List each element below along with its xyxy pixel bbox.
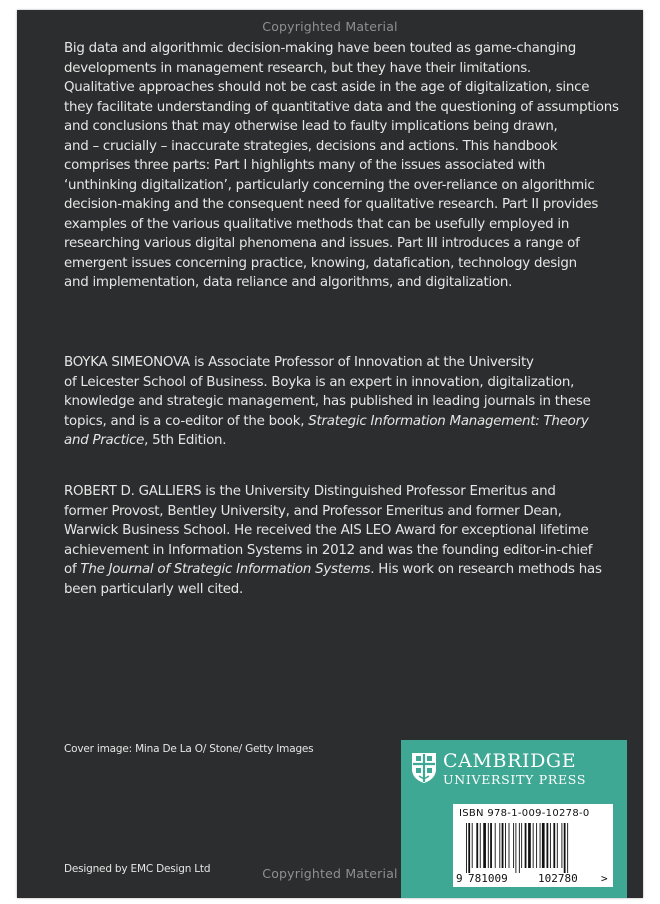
barcode-bar [480,823,481,868]
blurb-line: Qualitative approaches should not be cast aside in the age of digitalization, since [64,80,590,95]
watermark-bottom: Copyrighted Material [262,866,398,881]
bio-line: BOYKA SIMEONOVA is Associate Professor of Innovation at the University [64,355,534,370]
book-title: and Practice [64,433,145,448]
bio-line: former Provost, Bentley University, and Professor Emeritus and former Dean, [64,503,562,519]
cover-image-credit: Cover image: Mina De La O/ Stone/ Getty Images [64,743,314,755]
barcode-bar [547,823,549,868]
blurb-line: ‘unthinking digitalization’, particularly concerning the over-reliance on algorithmic [64,177,595,193]
blurb-line: Big data and algorithmic decision-making have been touted as game-changing [64,41,577,56]
blurb-line: emergent issues concerning practice, knowing, datafication, technology design [64,255,577,271]
barcode-bar [483,823,486,868]
journal-title: The Journal of Strategic Information Systems [80,562,371,577]
blurb-line: decision-making and the consequent need for qualitative research. Part II provides [64,197,599,212]
bio-text: . His work on research methods has [370,562,602,577]
book-description [64,39,624,293]
designer-credit: Designed by EMC Design Ltd [64,863,211,875]
barcode-bar [561,823,562,868]
bio-text: , 5th Edition. [144,433,227,448]
blurb-line: comprises three parts: Part I highlights many of the issues associated with [64,158,546,173]
isbn-text: ISBN 978-1-009-10278-0 [459,808,590,819]
bio-line: been particularly well cited. [64,581,244,597]
barcode-bar [557,823,558,868]
publisher-name-line1: CAMBRIDGE [443,750,577,772]
barcode-bar [495,823,496,868]
blurb-line: and implementation, data reliance and algorithms, and digitalization. [64,275,513,290]
barcode-lead-digit: 9 [456,872,463,885]
bio-line: of Leicester School of Business. Boyka is an expert in innovation, digitalization, [64,374,575,390]
barcode-bar [505,823,506,868]
blurb-line: developments in management research, but they have their limitations. [64,60,531,76]
barcode-bar [490,823,492,868]
barcode-bar [488,823,489,868]
publisher-name [443,751,586,788]
barcode-bar [533,823,534,868]
barcode-bar [525,823,527,868]
bio-line [64,431,624,451]
blurb-line: examples of the various qualitative methods that can be usefully employed in [64,216,570,232]
barcode-bar [502,823,504,868]
bio-text: topics, and is a co-editor of the book, [64,413,309,429]
barcode-bar [509,823,510,868]
back-cover [17,10,643,898]
barcode-bar [550,823,551,868]
barcode-bar [536,823,537,868]
barcode-bar [542,823,545,868]
barcode-bar [528,823,531,868]
barcode-bar [476,823,478,868]
book-title: Strategic Information Management: Theory [308,413,589,429]
barcode-trail: > [601,872,608,885]
publisher-name-line2: UNIVERSITY PRESS [443,772,587,787]
barcode-group-2: 102780 [538,872,578,885]
barcode-bar [521,823,522,868]
author-bio-galliers [64,482,624,599]
blurb-line: and conclusions that may otherwise lead to faulty implications being drawn, [64,119,558,134]
bio-line: Warwick Business School. He received the AIS LEO Award for exceptional lifetime [64,523,589,538]
bio-text: of [64,562,81,577]
barcode-bar [540,823,541,868]
bio-line [64,412,624,432]
barcode-bar [553,823,555,868]
barcode-bar [472,823,473,868]
bio-line: knowledge and strategic management, has published in leading journals in these [64,394,591,409]
blurb-line: researching various digital phenomena and issues. Part III introduces a range of [64,236,580,251]
watermark-top: Copyrighted Material [262,19,398,34]
blurb-line: and – crucially – inaccurate strategies, decisions and actions. This handbook [64,138,558,154]
barcode-bar [499,823,500,868]
bio-line: ROBERT D. GALLIERS is the University Distinguished Professor Emeritus and [64,484,556,499]
bio-line: achievement in Information Systems in 2012 and was the founding editor-in-chief [64,542,593,558]
barcode-group-1: 781009 [468,872,508,885]
author-bio-simeonova [64,353,624,451]
bio-line [64,560,624,580]
cambridge-crest-icon [411,752,437,784]
barcode-bar [513,823,514,868]
blurb-line: they facilitate understanding of quantitative data and the questioning of assumptions [64,99,619,115]
